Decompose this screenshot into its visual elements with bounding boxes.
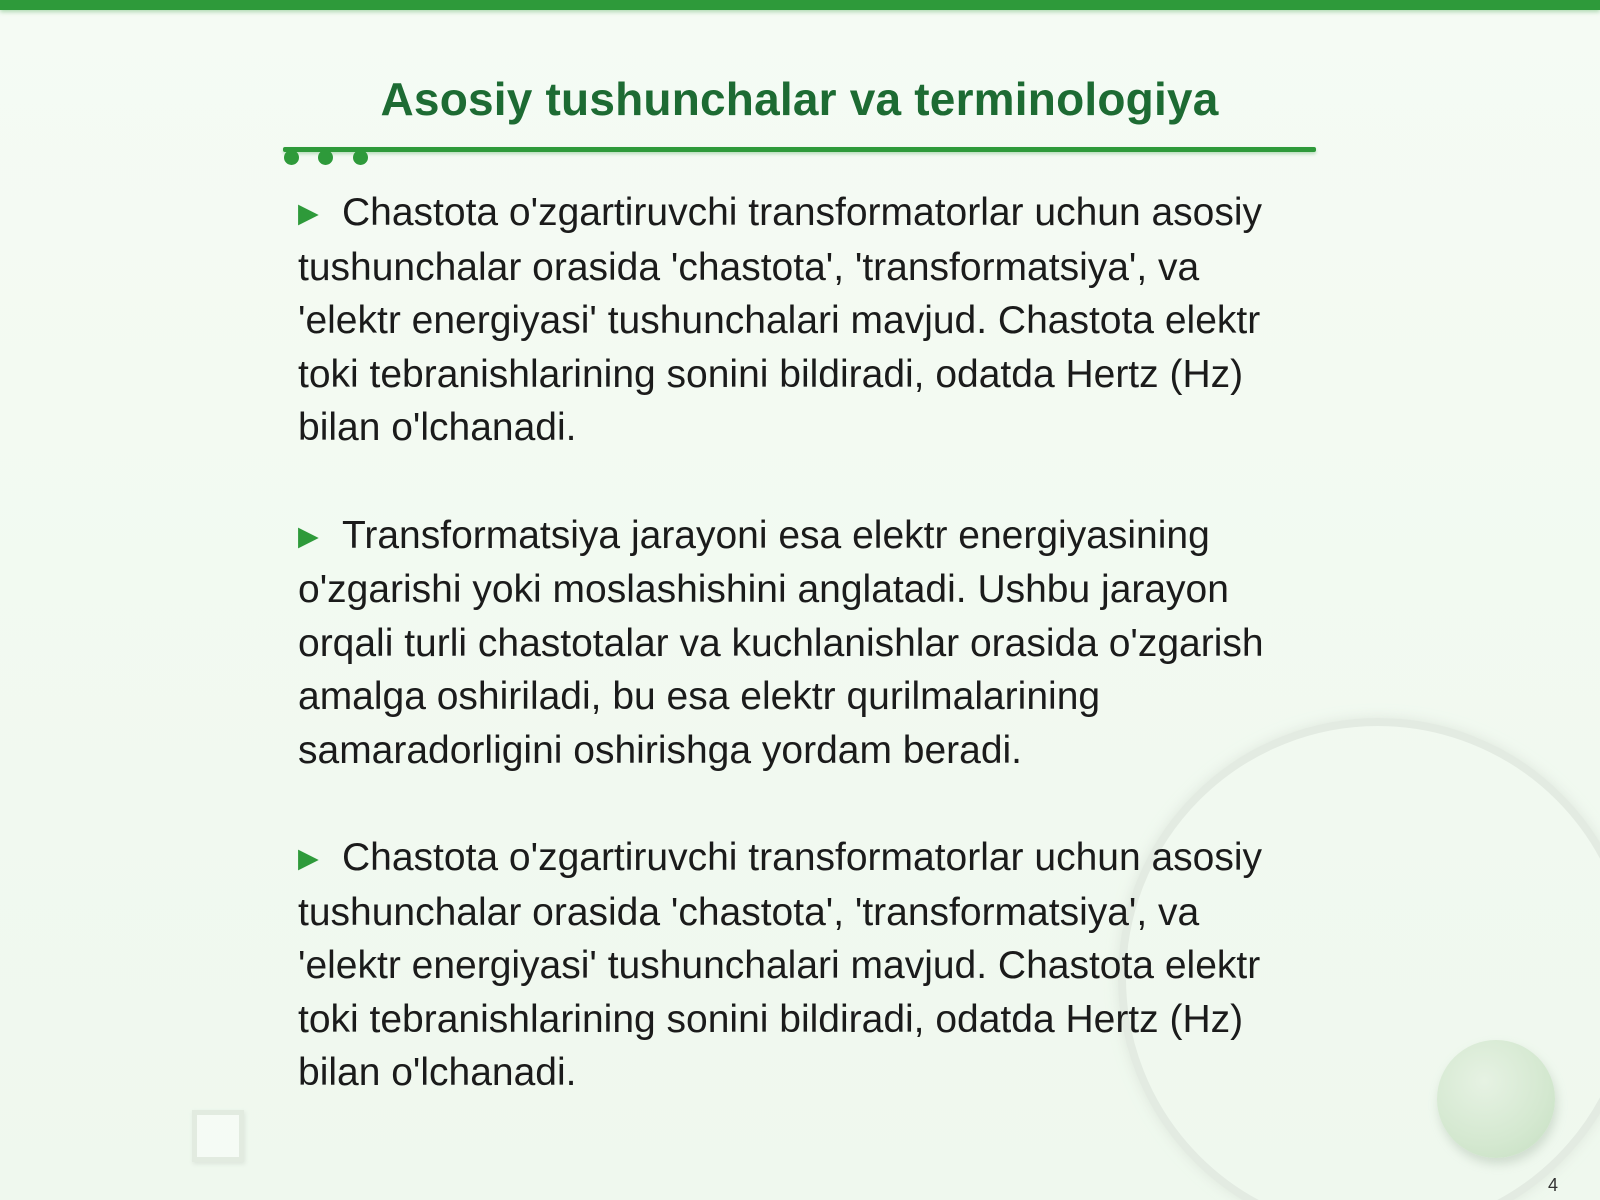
triangle-bullet-icon: ▶	[298, 843, 319, 873]
bullet-item	[298, 509, 1278, 778]
bullet-text: Chastota o'zgartiruvchi transformatorlar uchun asosiy tushunchalar orasida 'chastota', 'transformatsiya', va 'elektr energiyasi' tushunchalari mavjud. Chastota elektr toki tebranishlarining sonini bildiradi, odatda Hertz (Hz) bilan o'lchanadi.	[298, 836, 1263, 1094]
slide-title: Asosiy tushunchalar va terminologiya	[380, 73, 1219, 125]
underline-dot	[318, 150, 333, 165]
bullet-item	[298, 186, 1278, 455]
triangle-bullet-icon: ▶	[298, 198, 319, 228]
decorative-square	[192, 1110, 244, 1162]
underline-dot	[284, 150, 299, 165]
decorative-circle	[1437, 1040, 1555, 1158]
bullet-text: Transformatsiya jarayoni esa elektr energiyasining o'zgarishi yoki moslashishini anglatadi. Ushbu jarayon orqali turli chastotalar va kuchlanishlar orasida o'zgarish amalga oshiriladi, bu esa elektr qurilmalarining samaradorligini oshirishga yordam beradi.	[298, 513, 1264, 772]
bullet-item	[298, 831, 1278, 1100]
bullet-text: Chastota o'zgartiruvchi transformatorlar uchun asosiy tushunchalar orasida 'chastota', 'transformatsiya', va 'elektr energiyasi' tushunchalari mavjud. Chastota elektr toki tebranishlarining sonini bildiradi, odatda Hertz (Hz) bilan o'lchanadi.	[298, 191, 1263, 449]
bullet-list	[298, 186, 1278, 1154]
title-underline	[283, 147, 1316, 152]
triangle-bullet-icon: ▶	[298, 520, 319, 551]
underline-dot	[353, 150, 368, 165]
top-accent-bar	[0, 0, 1600, 10]
page-number: 4	[1548, 1175, 1559, 1195]
